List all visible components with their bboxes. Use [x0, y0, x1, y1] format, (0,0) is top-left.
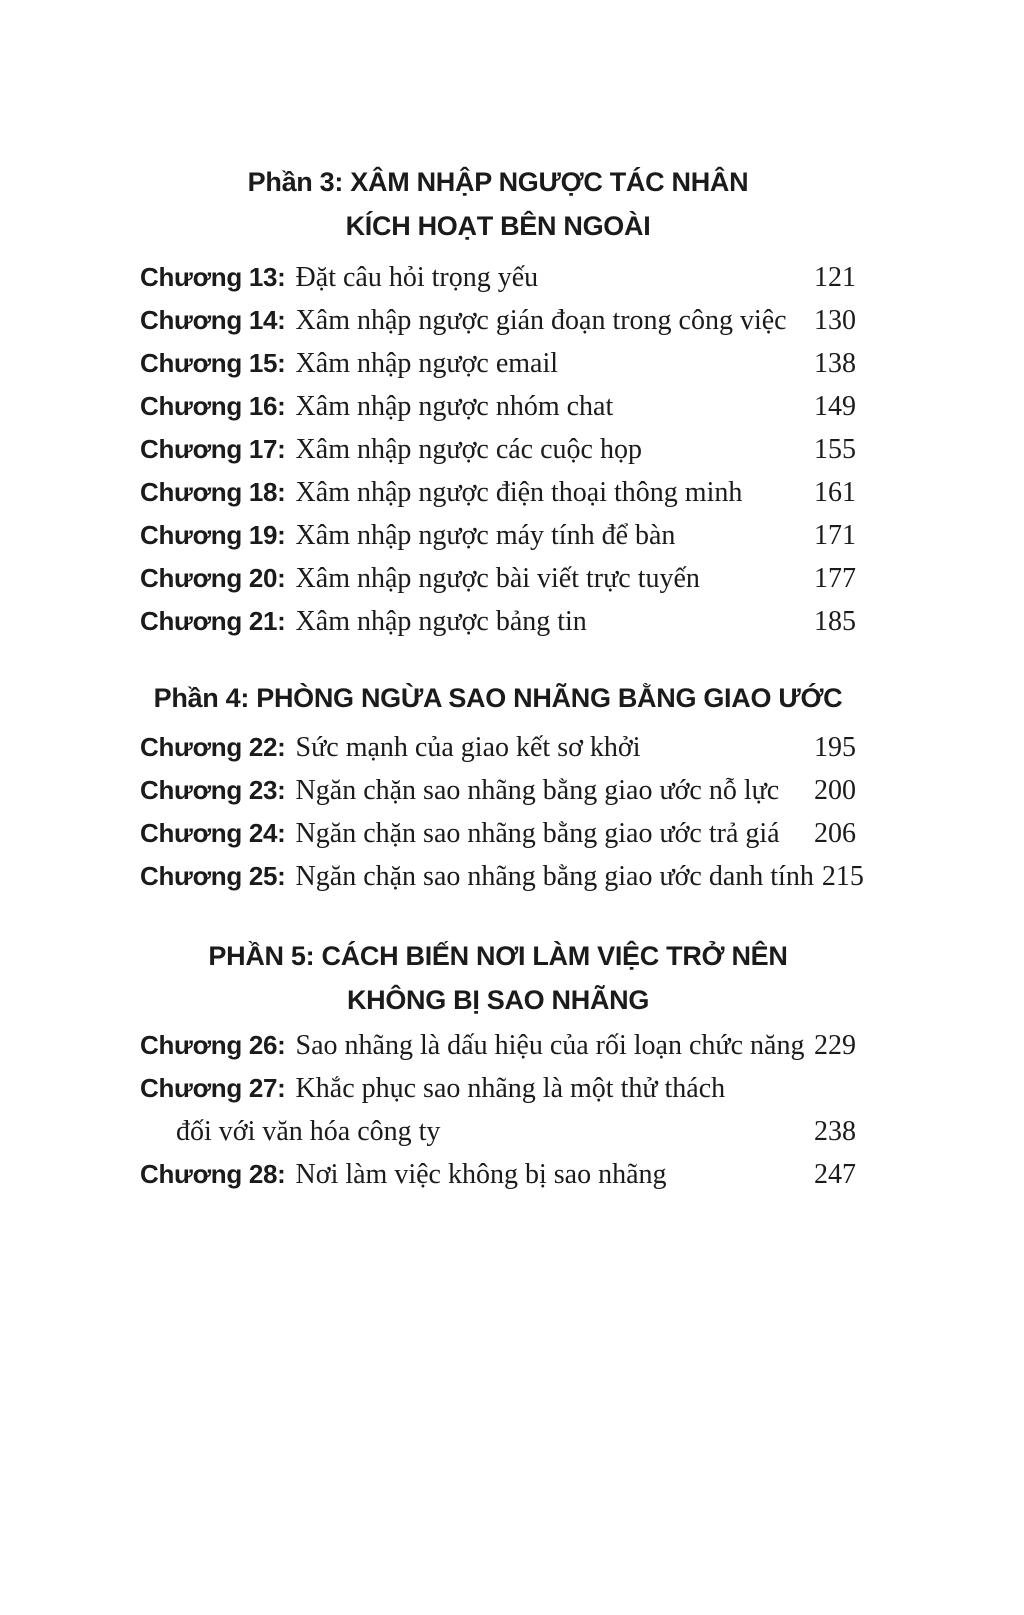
- chapter-title: Sức mạnh của giao kết sơ khởi: [295, 732, 641, 763]
- chapter-page-number: 238: [814, 1116, 856, 1147]
- toc-entry: [140, 434, 856, 477]
- chapter-page-number: 200: [814, 775, 856, 806]
- chapter-label: Chương 15:: [140, 348, 286, 378]
- section-heading-line: PHẦN 5: CÁCH BIẾN NƠI LÀM VIỆC TRỞ NÊN: [208, 941, 788, 971]
- section-heading-line: Phần 4: PHÒNG NGỪA SAO NHÃNG BẰNG GIAO ƯỚC: [153, 683, 843, 713]
- chapter-title: Khắc phục sao nhãng là một thử thách: [295, 1073, 726, 1104]
- chapter-label: Chương 16:: [140, 391, 286, 421]
- chapter-label: Chương 13:: [140, 262, 286, 292]
- toc-entry: [140, 391, 856, 434]
- chapter-label: Chương 17:: [140, 434, 286, 464]
- chapter-page-number: 215: [821, 861, 864, 892]
- toc-entry: [140, 563, 856, 606]
- chapter-list: [140, 1030, 856, 1202]
- chapter-page-number: 121: [814, 262, 856, 293]
- chapter-title: Xâm nhập ngược email: [295, 348, 559, 379]
- toc-entry: [140, 305, 856, 348]
- chapter-title: Xâm nhập ngược điện thoại thông minh: [295, 477, 743, 508]
- chapter-page-number: 195: [814, 732, 856, 763]
- chapter-page-number: 229: [814, 1030, 856, 1061]
- toc-entry: [140, 775, 856, 818]
- chapter-list: [140, 732, 864, 904]
- toc-entry: [140, 1030, 856, 1073]
- section-heading-line: KÍCH HOẠT BÊN NGOÀI: [345, 211, 651, 241]
- chapter-page-number: 185: [814, 606, 856, 637]
- chapter-title: Sao nhãng là dấu hiệu của rối loạn chức năng: [295, 1030, 805, 1061]
- chapter-title-continuation: đối với văn hóa công ty: [176, 1116, 441, 1147]
- chapter-title: Đặt câu hỏi trọng yếu: [295, 262, 539, 293]
- chapter-page-number: 206: [814, 818, 856, 849]
- toc-entry: [140, 1073, 856, 1116]
- chapter-label: Chương 24:: [140, 818, 286, 848]
- section-heading-line: Phần 3: XÂM NHẬP NGƯỢC TÁC NHÂN: [247, 167, 749, 197]
- toc-entry-continuation: [140, 1116, 856, 1159]
- chapter-title: Xâm nhập ngược các cuộc họp: [295, 434, 642, 465]
- chapter-title: Xâm nhập ngược gián đoạn trong công việc: [295, 305, 787, 336]
- toc-entry: [140, 520, 856, 563]
- toc-entry: [140, 1159, 856, 1202]
- chapter-title: Xâm nhập ngược bài viết trực tuyến: [295, 563, 700, 594]
- chapter-page-number: 130: [814, 305, 856, 336]
- chapter-label: Chương 28:: [140, 1159, 286, 1189]
- chapter-label: Chương 18:: [140, 477, 286, 507]
- toc-section-part3: [140, 160, 856, 649]
- chapter-title: Xâm nhập ngược bảng tin: [295, 606, 587, 637]
- chapter-title: Xâm nhập ngược máy tính để bàn: [295, 520, 676, 551]
- chapter-label: Chương 25:: [140, 861, 286, 891]
- chapter-page-number: 161: [814, 477, 856, 508]
- chapter-label: Chương 14:: [140, 305, 286, 335]
- chapter-list: [140, 262, 856, 649]
- chapter-label: Chương 21:: [140, 606, 286, 636]
- chapter-page-number: 149: [814, 391, 856, 422]
- chapter-label: Chương 20:: [140, 563, 286, 593]
- chapter-label: Chương 26:: [140, 1030, 286, 1060]
- chapter-label: Chương 22:: [140, 732, 286, 762]
- chapter-label: Chương 27:: [140, 1073, 286, 1103]
- toc-entry: [140, 477, 856, 520]
- toc-entry: [140, 262, 856, 305]
- chapter-title: Ngăn chặn sao nhãng bằng giao ước danh tính: [295, 861, 814, 892]
- chapter-page-number: 138: [814, 348, 856, 379]
- chapter-title: Nơi làm việc không bị sao nhãng: [295, 1159, 667, 1190]
- table-of-contents: [140, 160, 864, 1202]
- chapter-label: Chương 19:: [140, 520, 286, 550]
- toc-section-part4: [140, 676, 864, 904]
- chapter-page-number: 171: [814, 520, 856, 551]
- toc-entry: [140, 818, 856, 861]
- toc-section-part5: [140, 934, 856, 1202]
- chapter-label: Chương 23:: [140, 775, 286, 805]
- toc-entry: [140, 732, 856, 775]
- chapter-title: Ngăn chặn sao nhãng bằng giao ước trả giá: [295, 818, 780, 849]
- chapter-title: Ngăn chặn sao nhãng bằng giao ước nỗ lực: [295, 775, 780, 806]
- chapter-title: Xâm nhập ngược nhóm chat: [295, 391, 614, 422]
- toc-entry: [140, 606, 856, 649]
- chapter-page-number: 155: [814, 434, 856, 465]
- chapter-page-number: 247: [814, 1159, 856, 1190]
- section-heading-line: KHÔNG BỊ SAO NHÃNG: [346, 985, 650, 1015]
- chapter-page-number: 177: [814, 563, 856, 594]
- toc-entry: [140, 348, 856, 391]
- toc-entry: [140, 861, 864, 904]
